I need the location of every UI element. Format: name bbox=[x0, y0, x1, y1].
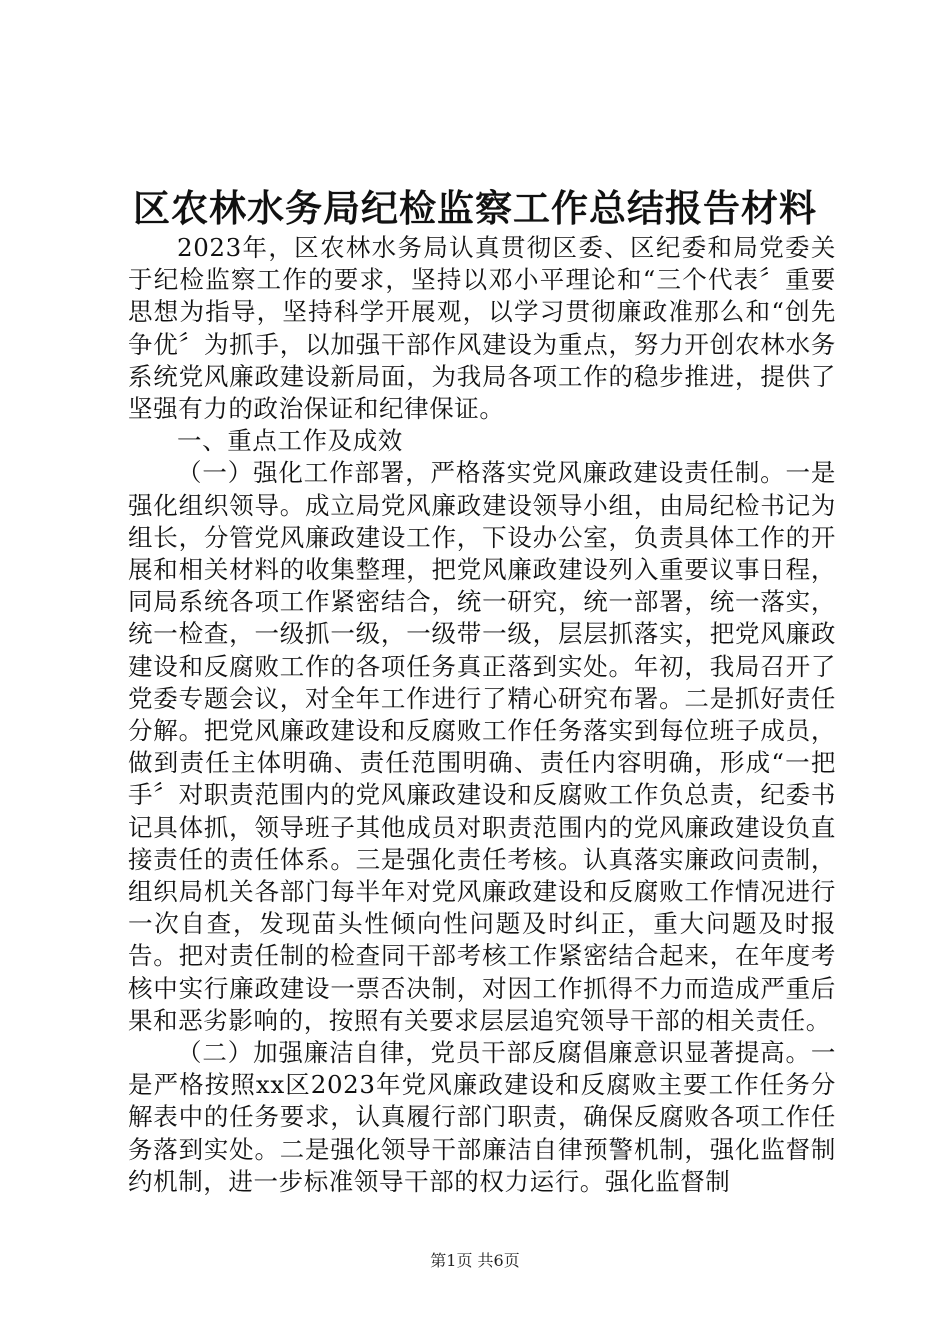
document-body bbox=[128, 232, 836, 1198]
body-paragraph: （二）加强廉洁自律，党员干部反腐倡廉意识显著提高。一是严格按照xx区2023年党风廉政建设和反腐败主要工作任务分解表中的任务要求，认真履行部门职责，确保反腐败各项工作任务落到实处。二是强化领导干部廉洁自律预警机制，强化监督制约机制，进一步标准领导干部的权力运行。强化监督制 bbox=[128, 1038, 836, 1196]
intro-paragraph: 2023年，区农林水务局认真贯彻区委、区纪委和局党委关于纪检监察工作的要求，坚持以邓小平理论和“三个代表〞重要思想为指导，坚持科学开展观，以学习贯彻廉政准那么和“创先争优〞为抓手，以加强干部作风建设为重点，努力开创农林水务系统党风廉政建设新局面，为我局各项工作的稳步推进，提供了坚强有力的政治保证和纪律保证。 bbox=[128, 233, 836, 424]
document-title: 区农林水务局纪检监察工作总结报告材料 bbox=[133, 186, 817, 230]
section-heading: 一、重点工作及成效 bbox=[177, 426, 403, 456]
page-footer: 第1页 共6页 bbox=[430, 1251, 520, 1270]
body-paragraph: （一）强化工作部署，严格落实党风廉政建设责任制。一是强化组织领导。成立局党风廉政建设领导小组，由局纪检书记为组长，分管党风廉政建设工作，下设办公室，负责具体工作的开展和相关材料的收集整理，把党风廉政建设列入重要议事日程，同局系统各项工作紧密结合，统一研究，统一部署，统一落实，统一检查，一级抓一级，一级带一级，层层抓落实，把党风廉政建设和反腐败工作的各项任务真正落到实处。年初，我局召开了党委专题会议，对全年工作进行了精心研究布署。二是抓好责任分解。把党风廉政建设和反腐败工作任务落实到每位班子成员，做到责任主体明确、责任范围明确、责任内容明确，形成“一把手〞对职责范围内的党风廉政建设和反腐败工作负总责，纪委书记具体抓，领导班子其他成员对职责范围内的党风廉政建设负直接责任的责任体系。三是强化责任考核。认真落实廉政问责制，组织局机关各部门每半年对党风廉政建设和反腐败工作情况进行一次自查，发现苗头性倾向性问题及时纠正，重大问题及时报告。把对责任制的检查同干部考核工作紧密结合起来，在年度考核中实行廉政建设一票否决制，对因工作抓得不力而造成严重后果和恶劣影响的，按照有关要求层层追究领导干部的相关责任。 bbox=[128, 458, 836, 1035]
